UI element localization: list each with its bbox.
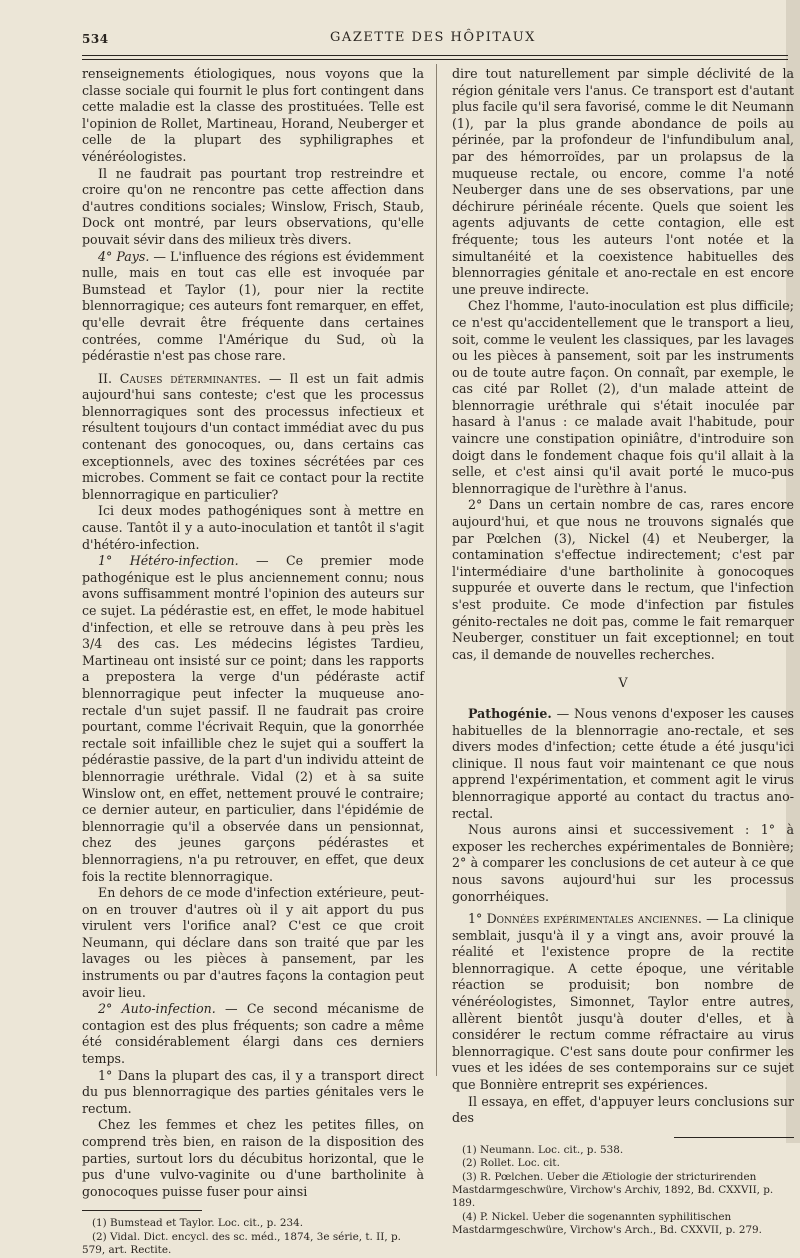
paragraph-text: — L'influence des régions est évidemment nulle, mais en tout cas elle est invoquée par Bumstead et Taylor (1), pour nier la rectite blennorragique; ces auteurs font remarquer, en effet, qu'elle devrait être fréquente dans certaines contrées, comme l'Amérique du Sud, où la pédérastie n'est pas chose rare.: [82, 248, 424, 364]
paragraph: Chez les femmes et chez les petites filles, on comprend très bien, en raison de la disposition des parties, surtout lors du décubitus horizontal, que le pus d'une vulvo-vaginite ou d'une bartholinite à gonocoques puisse fuser pour ainsi: [82, 1117, 424, 1199]
footnote: (3) R. Pœlchen. Ueber die Ætiologie der stricturirenden Mastdarmgeschwüre, Virchow's Archiv, 1892, Bd. CXXVII, p. 189.: [452, 1170, 774, 1210]
paragraph: Il essaya, en effet, d'appuyer leurs conclusions sur des: [452, 1093, 794, 1126]
footnote: (1) Bumstead et Taylor. Loc. cit., p. 234.: [92, 1217, 304, 1230]
paragraph: [82, 249, 424, 365]
footnote: (1) Neumann. Loc. cit., p. 538.: [462, 1143, 624, 1156]
paragraph: Ici deux modes pathogéniques sont à mettre en cause. Tantôt il y a auto-inoculation et tantôt il s'agit d'hétéro-infection.: [82, 503, 424, 552]
header-rule-thin: [82, 59, 788, 60]
paragraph: [82, 1001, 424, 1067]
paragraph: 1° Dans la plupart des cas, il y a transport direct du pus blennorragique des parties génitales vers le rectum.: [82, 1067, 424, 1116]
paragraph: [452, 911, 794, 1094]
footnote-rule: [674, 1137, 794, 1138]
section-numeral: V: [618, 675, 628, 691]
paragraph: [82, 371, 424, 504]
footnotes: [82, 1217, 424, 1257]
paragraph-text: — Ce premier mode pathogénique est le plus anciennement connu; nous avons suffisamment montré l'opinion des auteurs sur ce sujet. La pédérastie est, en effet, le mode habituel d'infection, et elle se retrouve dans à peu près les 3/4 des cas. Les médecins légistes Tardieu, Martineau ont insisté sur ce point; dans les rapports a prepostera la verge d'un pédéraste actif blennorragique peut infecter la muqueuse ano-rectale d'un sujet passif. Il ne faudrait pas croire pourtant, comme l'écrivait Requin, que la gonorrhée rectale soit infaillible chez le sujet qui a souffert la pédérastie passive, de la part d'un individu atteint de blennorragie uréthrale. Vidal (2) et à sa suite Winslow ont, en effet, nettement prouvé le contraire; ce dernier auteur, en particulier, dans l'épidémie de blennorragie qu'il a observée dans un pensionnat, chez des jeunes garçons pédérastes et blennorragiens, n'a pu retrouver, en effet, que deux fois la rectite blennorragique.: [82, 553, 424, 884]
footnote: (4) P. Nickel. Ueber die sogenannten syphilitischen Mastdarmgeschwüre, Virchow's Arch., Bd. CXXVII, p. 279.: [452, 1210, 762, 1237]
paragraph: [452, 706, 794, 822]
header-rule: [82, 55, 788, 56]
footnote: (2) Rollet. Loc. cit.: [462, 1157, 560, 1170]
paragraph: Chez l'homme, l'auto-inoculation est plus difficile; ce n'est qu'accidentellement que le transport a lieu, soit, comme le veulent les classiques, par les lavages ou les pièces à pansement, soit par les instruments ou de toute autre façon. On connaît, par exemple, le cas cité par Rollet (2), d'un malade atteint de blennorragie uréthrale qui s'était inoculée par hasard à l'anus : ce malade avait l'habitude, pour vaincre une constipation opiniâtre, d'introduire son doigt dans le fondement chaque fois qu'il allait à la selle, et c'est ainsi qu'il avait porté le muco-pus blennorragique de l'urèthre à l'anus.: [452, 298, 794, 496]
page-header: [82, 28, 784, 52]
section-heading: Pathogénie.: [468, 705, 552, 721]
paragraph: renseignements étiologiques, nous voyons que la classe sociale qui fournit le plus fort contingent dans cette maladie est la classe des prostituées. Telle est l'opinion de Rollet, Martineau, Horand, Neuberger et celle de la plupart des syphiligraphes et vénéréologistes.: [82, 66, 424, 164]
section-heading: II. Causes déterminantes.: [98, 370, 262, 386]
page-number: 534: [82, 32, 109, 46]
footnote-rule: [82, 1210, 202, 1211]
paragraph: 2° Dans un certain nombre de cas, rares encore aujourd'hui, et que nous ne trouvons signalés que par Pœlchen (3), Nickel (4) et Neuberger, la contamination s'effectue indirectement; c'est par l'intermédiaire d'une bartholinite à gonocoques suppurée et ouverte dans le rectum, que l'infection s'est produite. Ce mode d'infection par fistules génito-rectales ne doit pas, comme le fait remarquer Neuberger, constituer un fait exceptionnel; en tout cas, il demande de nouvelles recherches.: [452, 497, 794, 662]
footnote: (2) Vidal. Dict. encycl. des sc. méd., 1874, 3e série, t. II, p. 579, art. Rectite.: [82, 1230, 401, 1257]
paragraph-text: — Nous venons d'exposer les causes habituelles de la blennorragie ano-rectale, et ses divers modes d'infection; cette étude a été jusqu'ici clinique. Il nous faut voir maintenant ce que nous apprend l'expérimentation, et comment agit le virus blennorragique apporté au contact du tractus ano-rectal.: [452, 705, 794, 821]
right-column: [452, 66, 794, 1238]
subsection-label: 2° Auto-infection.: [98, 1001, 216, 1017]
paragraph-text: — Ce second mécanisme de contagion est des plus fréquents; son cadre a même été considérablement élargi dans ces derniers temps.: [82, 1001, 424, 1067]
paragraph: En dehors de ce mode d'infection extérieure, peut-on en trouver d'autres où il y ait apport du pus virulent vers l'orifice anal? C'est ce que croit Neumann, qui déclare dans son traité que par les lavages ou les pièces à pansement, par les instruments ou par d'autres façons la contagion peut avoir lieu.: [82, 885, 424, 1000]
subsection-label: 4° Pays.: [98, 248, 150, 264]
paragraph: Il ne faudrait pas pourtant trop restreindre et croire qu'on ne rencontre pas cette affection dans d'autres conditions sociales; Winslow, Frisch, Staub, Dock ont montré, par leurs observations, qu'elle pouvait sévir dans des milieux très divers.: [82, 165, 424, 247]
running-title: GAZETTE DES HÔPITAUX: [330, 30, 536, 45]
paragraph-text: — Il est un fait admis aujourd'hui sans conteste; c'est que les processus blennorragiques sont des processus infectieux et résultent toujours d'un contact immédiat avec du pus contenant des gonocoques, ou, dans certains cas exceptionnels, avec des toxines sécrétées par ces microbes. Comment se fait ce contact pour la rectite blennorragique en particulier?: [82, 370, 424, 502]
paragraph: dire tout naturellement par simple déclivité de la région génitale vers l'anus. Ce transport est d'autant plus facile qu'il sera favorisé, comme le dit Neumann (1), par la plus grande abondance de poils au périnée, par la profondeur de l'infundibulum anal, par des hémorroïdes, par un prolapsus de la muqueuse rectale, ou encore, comme l'a noté Neuberger dans une de ses observations, par une déchirure périnéale récente. Quels que soient les agents adjuvants de cette contagion, elle est fréquente; tous les auteurs l'ont notée et la simultanéité et la coexistence habituelles des blennorragies génitale et ano-rectale en est encore une preuve indirecte.: [452, 66, 794, 297]
column-divider: [436, 64, 437, 1076]
paragraph-text: — La clinique semblait, jusqu'à il y a vingt ans, avoir prouvé la réalité et l'existence propre de la rectite blennorragique. A cette époque, une véritable réaction se produisit; bon nombre de vénéréologistes, Simonnet, Taylor entre autres, allèrent bientôt jusqu'à douter d'elles, et à considérer le rectum comme réfractaire au virus blennorragique. C'est sans doute pour confirmer les vues et les idées de ses contemporains sur ce sujet que Bonnière entreprit ses expériences.: [452, 911, 794, 1093]
left-column: [82, 66, 424, 1258]
paragraph: Nous aurons ainsi et successivement : 1° à exposer les recherches expérimentales de Bonnière; 2° à comparer les conclusions de cet auteur à ce que nous savons aujourd'hui sur les processus gonorrhéiques.: [452, 822, 794, 904]
section-heading: 1° Données expérimentales anciennes.: [468, 911, 702, 927]
paragraph: [82, 553, 424, 885]
footnotes: [452, 1144, 794, 1238]
subsection-label: 1° Hétéro-infection.: [98, 553, 239, 569]
